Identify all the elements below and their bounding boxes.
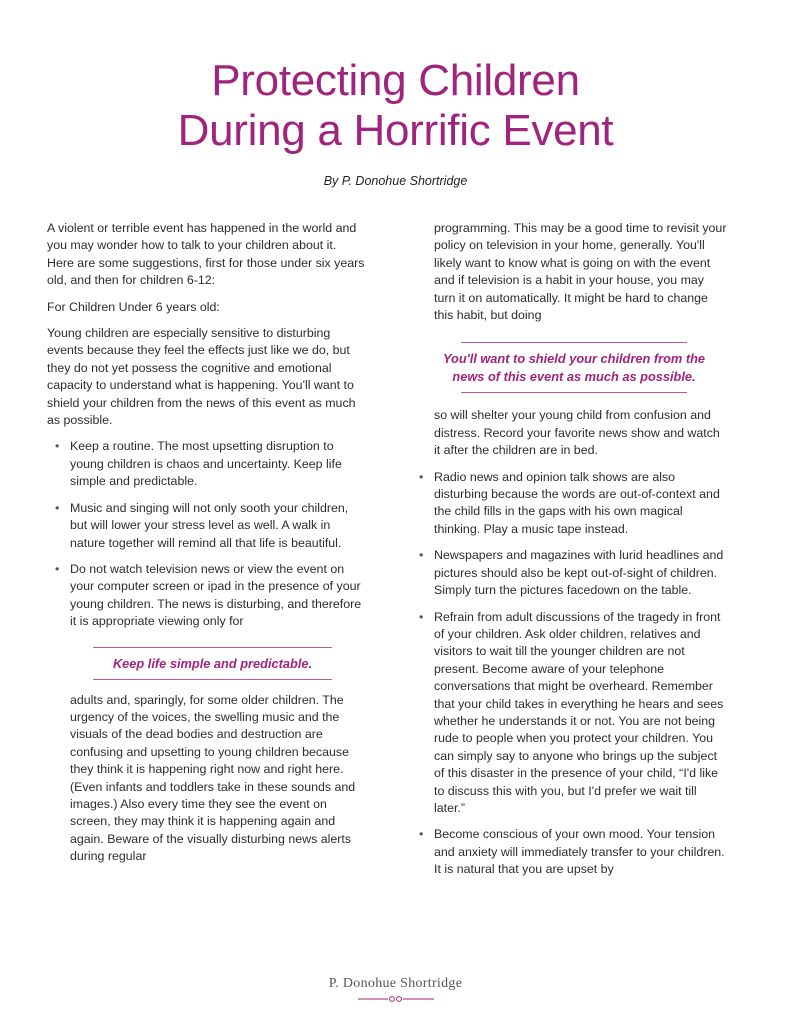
- left-column: [47, 220, 365, 875]
- section-intro-paragraph: Young children are especially sensitive to disturbing events because they feel the effects just like we do, but they do not yet possess the cognitive and emotional capacity to understand what is happening. You'll want to shield your children from the news of this event as much as possible.: [47, 326, 356, 428]
- pull-quote-rule-bottom: [93, 679, 332, 680]
- list-item: • Music and singing will not only sooth your children, but will lower your stress level as well. A walk in nature together will remind all that life is beautiful.: [47, 500, 365, 552]
- pull-quote-right: [431, 342, 717, 393]
- title-line-1: Protecting Children: [211, 56, 580, 105]
- pull-quote-text: You'll want to shield your children from the news of this event as much as possible.: [442, 351, 706, 385]
- byline: By P. Donohue Shortridge: [323, 174, 468, 188]
- right-column: [411, 220, 727, 888]
- pull-quote-left: [93, 647, 332, 680]
- flourish-ornament: [358, 994, 434, 1004]
- continuation-paragraph-top: programming. This may be a good time to revisit your policy on television in your home, generally. You'll likely want to know what is going on with the event and if television is a habit in your house, you may turn it on automatically. It might be hard to change this habit, but doing: [434, 221, 727, 323]
- pull-quote-rule-bottom: [461, 392, 687, 393]
- continuation-paragraph-bottom: so will shelter your young child from confusion and distress. Record your favorite news show and watch it after the children are in bed.: [434, 408, 720, 458]
- list-item: • Do not watch television news or view the event on your computer screen or ipad in the presence of your young children. The news is disturbing, and therefore it is appropriate viewing only for: [47, 561, 365, 631]
- page-title: [0, 56, 791, 156]
- intro-paragraph: A violent or terrible event has happened in the world and you may wonder how to talk to your children about it. Here are some suggestions, first for those under six years old, and then for children 6-12:: [47, 221, 365, 288]
- continuation-paragraph: adults and, sparingly, for some older children. The urgency of the voices, the swelling music and the visuals of the dead bodies and destruction are confusing and upsetting to young children because they think it is happening right now and right here. (Even infants and toddlers take in these sounds and images.) Also every time they see the event on screen, they may think it is happening again and again. Beware of the visually disturbing news alerts during regular: [70, 692, 356, 864]
- pull-quote-text: Keep life simple and predictable.: [112, 655, 313, 671]
- list-item: • Keep a routine. The most upsetting disruption to young children is chaos and uncertainty. Keep life simple and predictable.: [47, 438, 365, 490]
- right-bullet-list: [411, 469, 727, 879]
- list-item: • Refrain from adult discussions of the tragedy in front of your children. Ask older children, relatives and visitors to wait till the younger children are not present. Become aware of your telephone conversations that might be overheard. Remember that your child takes in everything he hears and sees whether he understands it or not. You are not being rude to people when you protect your children. You can simply say to anyone who brings up the subject of this disaster in the presence of your child, “I'd like to discuss this with you, but I'd prefer we wait till later.”: [411, 609, 727, 818]
- section-heading: For Children Under 6 years old:: [47, 299, 220, 314]
- footer-brand: P. Donohue Shortridge: [328, 976, 463, 991]
- list-item: • Become conscious of your own mood. Your tension and anxiety will immediately transfer to your children. It is natural that you are upset by: [411, 826, 727, 878]
- left-bullet-list: [47, 438, 365, 630]
- title-line-2: During a Horrific Event: [177, 106, 614, 155]
- list-item: • Radio news and opinion talk shows are also disturbing because the words are out-of-context and the child fills in the gaps with his own magical thinking. Play a music tape instead.: [411, 469, 727, 539]
- list-item: • Newspapers and magazines with lurid headlines and pictures should also be kept out-of-sight of children. Simply turn the pictures facedown on the table.: [411, 547, 727, 599]
